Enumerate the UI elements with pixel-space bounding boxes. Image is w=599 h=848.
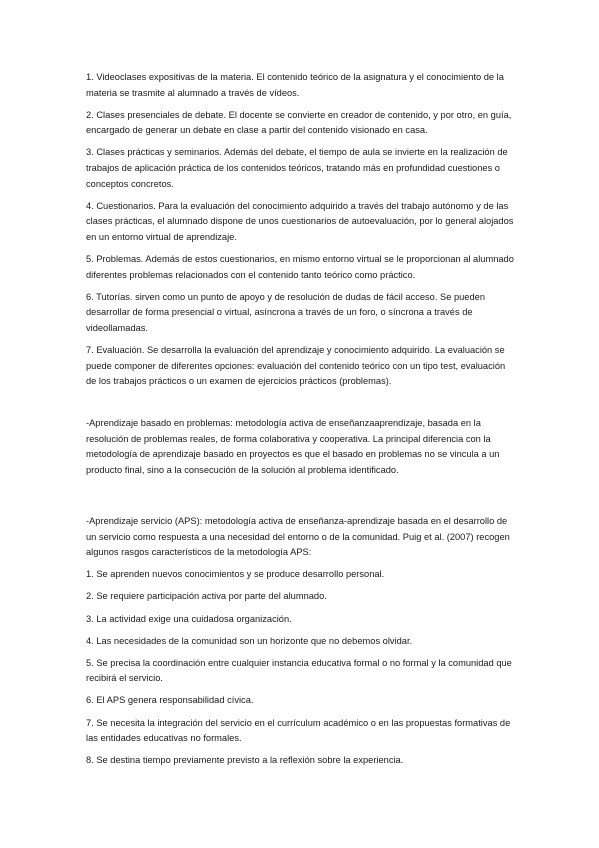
methodology-item-4: 4. Cuestionarios. Para la evaluación del conocimiento adquirido a través del trabajo autónomo y de las clases prácticas, el alumnado dispone de unos cuestionarios de autoevaluación, por lo general alojados en un entorno virtual de aprendizaje. bbox=[86, 200, 514, 242]
methodology-item-3: 3. Clases prácticas y seminarios. Además del debate, el tiempo de aula se invierte en la realización de trabajos de aplicación práctica de los contenidos teóricos, tratando más en profundidad cuestiones o conceptos concretos. bbox=[86, 147, 508, 189]
methodology-item-5: 5. Problemas. Además de estos cuestionarios, en mismo entorno virtual se le proporcionan al alumnado diferentes problemas relacionados con el contenido tanto teórico como práctico. bbox=[86, 253, 514, 280]
aps-item-7: 7. Se necesita la integración del servicio en el currículum académico o en las propuestas formativas de las entidades educativas no formales. bbox=[86, 717, 511, 744]
section-spacer bbox=[86, 485, 518, 514]
aps-item-3: 3. La actividad exige una cuidadosa organización. bbox=[86, 613, 292, 624]
methodology-item-2: 2. Clases presenciales de debate. El docente se convierte en creador de contenido, y por otro, en guía, encargado de generar un debate en clase a partir del contenido visionado en casa. bbox=[86, 109, 512, 136]
methodology-item-1: 1. Videoclases expositivas de la materia. El contenido teórico de la asignatura y el conocimiento de la materia se trasmite al alumnado a través de vídeos. bbox=[86, 72, 504, 98]
aps-paragraph: -Aprendizaje servicio (APS): metodología activa de enseñanza-aprendizaje basada en el desarrollo de un servicio como respuesta a una necesidad del entorno o de la comunidad. Puig et al. (2007) recogen algunos rasgos característicos de la metodología APS: bbox=[86, 516, 510, 558]
section-spacer bbox=[86, 396, 518, 416]
methodology-item-6: 6. Tutorías. sirven como un punto de apoyo y de resolución de dudas de fácil acceso. Se pueden desarrollar de forma presencial o virtual, asíncrona a través de un foro, o síncrona a través de videollamadas. bbox=[86, 291, 485, 333]
aps-item-4: 4. Las necesidades de la comunidad son un horizonte que no debemos olvidar. bbox=[86, 635, 413, 646]
aps-item-1: 1. Se aprenden nuevos conocimientos y se produce desarrollo personal. bbox=[86, 569, 385, 580]
aps-item-6: 6. El APS genera responsabilidad cívica. bbox=[86, 695, 254, 706]
aps-item-2: 2. Se requiere participación activa por parte del alumnado. bbox=[86, 591, 327, 602]
document-body bbox=[86, 70, 518, 775]
abp-paragraph: -Aprendizaje basado en problemas: metodología activa de enseñanzaaprendizaje, basada en la resolución de problemas reales, de forma colaborativa y cooperativa. La principal diferencia con la metodología de aprendizaje basado en proyectos es que el basado en problemas no se vincula a un producto final, sino a la consecución de la solución al problema identificado. bbox=[86, 418, 500, 475]
aps-item-8: 8. Se destina tiempo previamente previsto a la reflexión sobre la experiencia. bbox=[86, 755, 404, 766]
aps-item-5: 5. Se precisa la coordinación entre cualquier instancia educativa formal o no formal y la comunidad que recibirá el servicio. bbox=[86, 657, 512, 684]
methodology-item-7: 7. Evaluación. Se desarrolla la evaluación del aprendizaje y conocimiento adquirido. La evaluación se puede componer de diferentes opciones: evaluación del contenido teórico con un tipo test, evaluación de los trabajos prácticos o un examen de ejercicios prácticos (problemas). bbox=[86, 344, 506, 387]
